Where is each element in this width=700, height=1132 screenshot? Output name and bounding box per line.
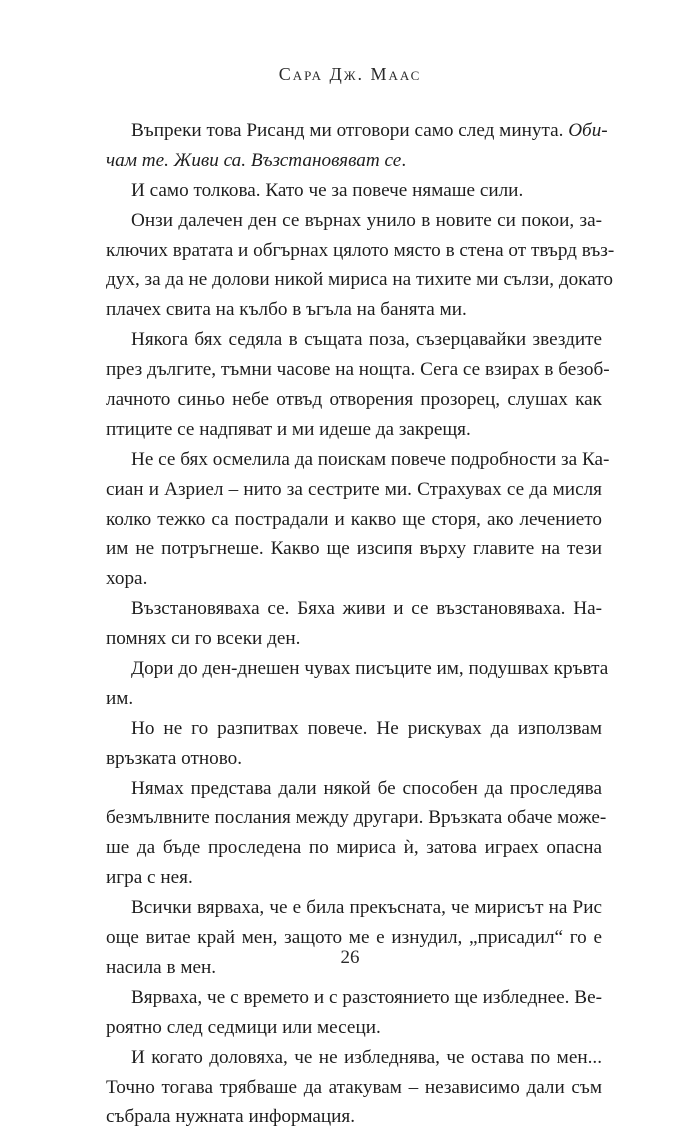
paragraph — [106, 206, 615, 326]
text-line: Онзи далечен ден се върнах унило в новите си покои, за- — [131, 209, 602, 231]
text-line: лачното синьо небе отвъд отворения прозорец, слушах как — [106, 389, 602, 411]
text-line: плачех свита на кълбо в ъгъла на банята ми. — [106, 299, 467, 321]
text-line: Всички вярваха, че е била прекъсната, че мирисът на Рис — [131, 897, 602, 919]
page-number: 26 — [340, 947, 360, 968]
text-line: Но не го разпитвах повече. Не рискувах да използвам — [131, 717, 602, 739]
text-line: събрала нужната информация. — [106, 1106, 356, 1128]
text-line: Нямах представа дали някой бе способен да проследява — [131, 777, 602, 799]
paragraph — [106, 774, 607, 894]
paragraph — [106, 983, 602, 1043]
text-line: дух, за да не долови никой мириса на тихите ми сълзи, докато — [106, 269, 613, 291]
text-line: връзката отново. — [106, 747, 243, 769]
paragraph — [106, 594, 602, 654]
paragraph — [106, 1043, 602, 1132]
paragraph — [106, 325, 610, 445]
text-line: ше да бъде проследена по мириса ѝ, затова играех опасна — [106, 837, 602, 859]
paragraph — [106, 893, 602, 983]
text-line: колко тежко са пострадали и какво ще сторя, ако лечението — [106, 508, 602, 530]
text-line: И когато доловяха, че не избледнява, че остава по мен... — [131, 1046, 602, 1068]
text-line: чам те. Живи са. Възстановяват се. — [106, 149, 407, 171]
text-line: Възстановяваха се. Бяха живи и се възстановяваха. На- — [131, 598, 602, 620]
paragraph — [106, 176, 602, 206]
text-line: птиците се надпяват и ми идеше да закрещя. — [106, 418, 471, 440]
paragraph — [106, 116, 608, 176]
text-line: Някога бях седяла в същата поза, съзерцавайки звездите — [131, 329, 602, 351]
paragraph — [106, 714, 602, 774]
paragraph — [106, 654, 609, 714]
paragraph — [106, 445, 610, 594]
text-line: ключих вратата и обгърнах цялото място в стена от твърд въз- — [106, 239, 615, 261]
text-line: игра с нея. — [106, 867, 193, 889]
text-line: насила в мен. — [106, 956, 217, 978]
text-line: сиан и Азриел – нито за сестрите ми. Страхувах се да мисля — [106, 478, 602, 500]
running-head-author: Сара Дж. Маас — [278, 64, 422, 84]
text-line: през дългите, тъмни часове на нощта. Сега се взирах в безоб- — [106, 359, 610, 381]
text-line: още витае край мен, защото ме е изнудил, „присадил“ го е — [106, 927, 602, 949]
text-line: безмълвните послания между другари. Връзката обаче може- — [106, 807, 607, 829]
text-line: роятно след седмици или месеци. — [106, 1016, 381, 1038]
text-line: Не се бях осмелила да поискам повече подробности за Ка- — [131, 448, 610, 470]
text-line: Вярваха, че с времето и с разстоянието ще избледнее. Ве- — [131, 986, 602, 1008]
text-line: И само толкова. Като че за повече нямаше сили. — [131, 179, 524, 201]
text-line: им не потръгнеше. Какво ще изсипя върху главите на тези — [106, 538, 602, 560]
body-text — [106, 116, 615, 1132]
text-line: хора. — [106, 568, 148, 590]
text-line: Точно тогава трябваше да атакувам – независимо дали съм — [106, 1076, 602, 1098]
text-line: помнях си го всеки ден. — [106, 628, 301, 650]
text-line: Въпреки това Рисанд ми отговори само след минута. Оби- — [131, 120, 608, 141]
text-line: Дори до ден-днешен чувах писъците им, подушвах кръвта — [131, 658, 609, 680]
text-line: им. — [106, 687, 134, 709]
